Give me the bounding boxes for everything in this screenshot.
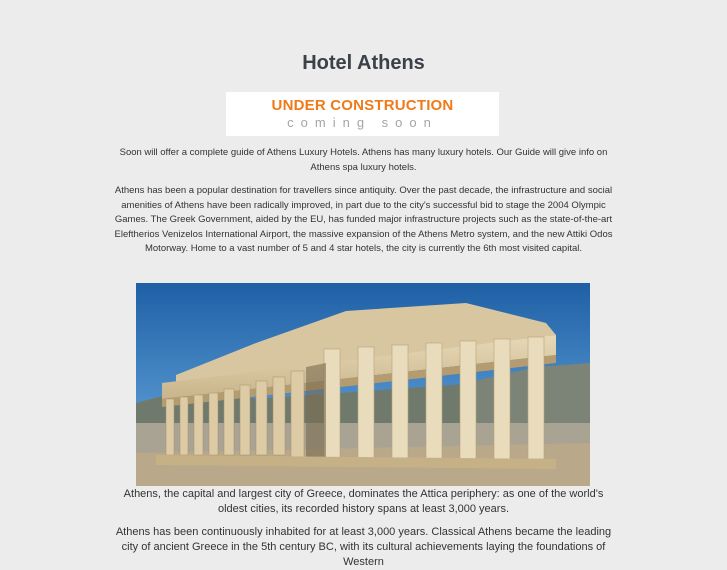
intro-paragraph: Soon will offer a complete guide of Athens Luxury Hotels. Athens has many luxury hotels. Our Guide will give info on Athens spa luxury hotels. — [119, 147, 608, 173]
page-title: Hotel Athens — [302, 52, 425, 74]
banner-heading: UNDER CONSTRUCTION — [271, 97, 454, 114]
photo-caption: Athens, the capital and largest city of Greece, dominates the Attica periphery: as one of the world's oldest cities, its recorded history spans at least 3,000 years. — [123, 488, 604, 515]
continued-paragraph: Athens has been continuously inhabited for at least 3,000 years. Classical Athens became the leading city of ancient Greece in the 5th century BC, with its cultural achievements laying the foundations of Western — [115, 526, 612, 568]
history-paragraph: Athens has been a popular destination for travellers since antiquity. Over the past decade, the infrastructure and social amenities of Athens have been radically improved, in part due to the city's successful bid to stage the 2004 Olympic Games. The Greek Government, aided by the EU, has funded major infrastructure projects such as the state-of-the-art Eleftherios Venizelos International Airport, the massive expansion of the Athens Metro system, and the new Attiki Odos Motorway. Home to a vast number of 5 and 4 star hotels, the city is currently the 6th most visited capital. — [114, 185, 613, 255]
banner-subheading: coming soon — [287, 115, 438, 130]
under-construction-banner — [226, 92, 499, 136]
parthenon-photo — [136, 283, 590, 486]
